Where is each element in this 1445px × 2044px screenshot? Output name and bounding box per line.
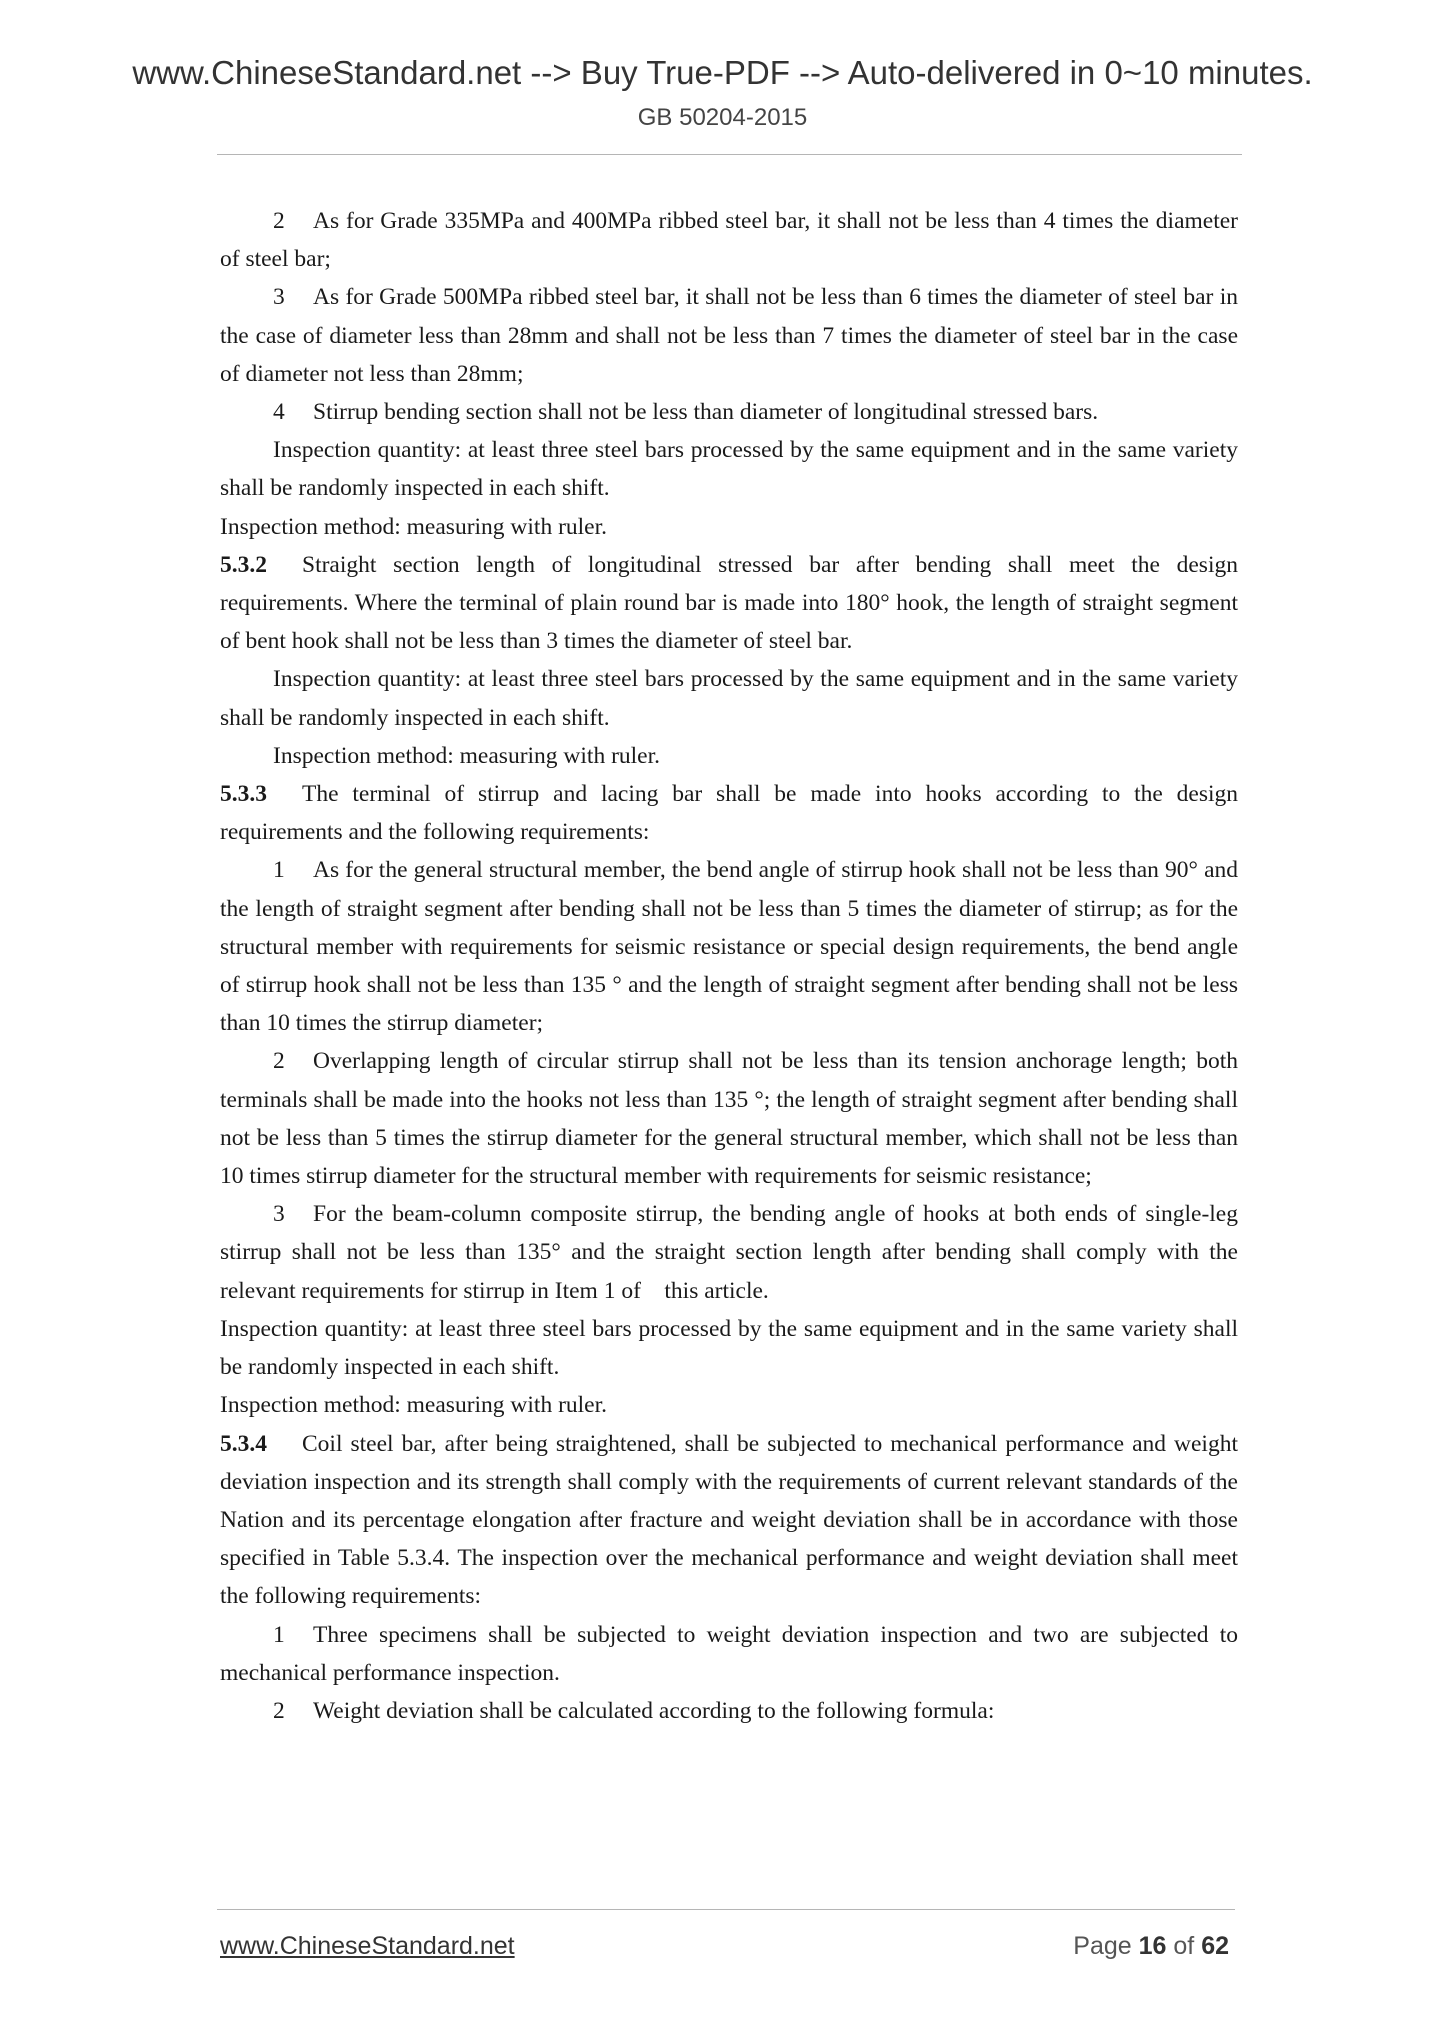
list-item [220,851,1238,1042]
item-text: Three specimens shall be subjected to weight deviation inspection and two are subjected to mechanical performance inspection. [220,1621,1238,1686]
inspection-quantity: Inspection quantity: at least three steel bars processed by the same equipment and in the same variety shall be randomly inspected in each shift. [220,437,1238,502]
standard-code: GB 50204-2015 [637,104,808,131]
item-number: 4 [273,399,285,426]
inspection-quantity: Inspection quantity: at least three steel bars processed by the same equipment and in the same variety shall be randomly inspected in each shift. [220,1315,1238,1381]
item-number: 2 [273,1048,285,1075]
page-total: 62 [1201,1932,1229,1960]
page-label: Page [1073,1932,1132,1960]
item-text: Weight deviation shall be calculated according to the following formula: [313,1697,995,1724]
item-text: Overlapping length of circular stirrup shall not be less than its tension anchorage length; both terminals shall be made into the hooks not less than 135 °; the length of straight segment after bending shall not be less than 5 times the stirrup diameter for the general structural member, which shall not be less than 10 times stirrup diameter for the structural member with requirements for seismic resistance; [220,1048,1238,1190]
clause-text: The terminal of stirrup and lacing bar shall be made into hooks according to the design requirements and the following requirements: [220,781,1238,846]
inspection-method: Inspection method: measuring with ruler. [273,742,661,769]
footer-divider [217,1909,1235,1910]
item-text: As for the general structural member, the bend angle of stirrup hook shall not be less than 90° and the length of straight segment after bending shall not be less than 5 times the diameter of stirrup; as for the structural member with requirements for seismic resistance or special design requirements, the bend angle of stirrup hook shall not be less than 135 ° and the length of straight segment after bending shall not be less than 10 times the stirrup diameter; [220,857,1238,1037]
document-body [220,202,1244,1730]
item-text: For the beam-column composite stirrup, the bending angle of hooks at both ends of single-leg stirrup shall not be less than 135° and the straight section length after bending shall comply with the relevant requirements for stirrup in Item 1 of this article. [220,1201,1244,1304]
list-item [220,1195,1244,1310]
inspection-method: Inspection method: measuring with ruler. [220,1392,608,1419]
clause-number: 5.3.2 [220,551,267,578]
page-current: 16 [1138,1932,1167,1960]
inspection-method: Inspection method: measuring with ruler. [220,513,608,540]
clause-5-3-4 [220,1425,1238,1616]
list-item [220,202,1238,278]
inspection-quantity: Inspection quantity: at least three steel bars processed by the same equipment and in the same variety shall be randomly inspected in each shift. [220,666,1238,731]
footer-site-link[interactable]: www.ChineseStandard.net [220,1932,515,1960]
item-text: As for Grade 335MPa and 400MPa ribbed steel bar, it shall not be less than 4 times the diameter of steel bar; [220,208,1238,273]
clause-text: Straight section length of longitudinal stressed bar after bending shall meet the design requirements. Where the terminal of plain round bar is made into 180° hook, the length of straight segment of bent hook shall not be less than 3 times the diameter of steel bar. [220,551,1238,655]
item-number: 1 [273,1621,285,1648]
item-number: 2 [273,1697,285,1724]
list-item [220,1692,1238,1730]
page-indicator [1073,1932,1229,1961]
list-item [220,278,1238,393]
header-divider [217,154,1242,155]
list-item [220,1616,1238,1692]
header-banner: www.ChineseStandard.net --> Buy True-PDF --> Auto-delivered in 0~10 minutes. [132,54,1313,91]
item-text: As for Grade 500MPa ribbed steel bar, it shall not be less than 6 times the diameter of steel bar in the case of diameter less than 28mm and shall not be less than 7 times the diameter of steel bar in the case of diameter not less than 28mm; [220,284,1238,387]
item-number: 1 [273,857,285,884]
clause-text: Coil steel bar, after being straightened, shall be subjected to mechanical performance and weight deviation inspection and its strength shall comply with the requirements of current relevant standards of the Nation and its percentage elongation after fracture and weight deviation shall be in accordance with those specified in Table 5.3.4. The inspection over the mechanical performance and weight deviation shall meet the following requirements: [220,1430,1238,1610]
item-text: Stirrup bending section shall not be less than diameter of longitudinal stressed bars. [313,399,1099,426]
clause-number: 5.3.3 [220,781,267,808]
list-item [220,1042,1238,1195]
item-number: 2 [273,208,285,234]
item-number: 3 [273,284,285,311]
clause-number: 5.3.4 [220,1430,267,1457]
list-item [220,393,1238,431]
clause-5-3-2 [220,546,1238,661]
page-of-label: of [1173,1932,1195,1960]
item-number: 3 [273,1201,285,1228]
clause-5-3-3 [220,775,1238,851]
